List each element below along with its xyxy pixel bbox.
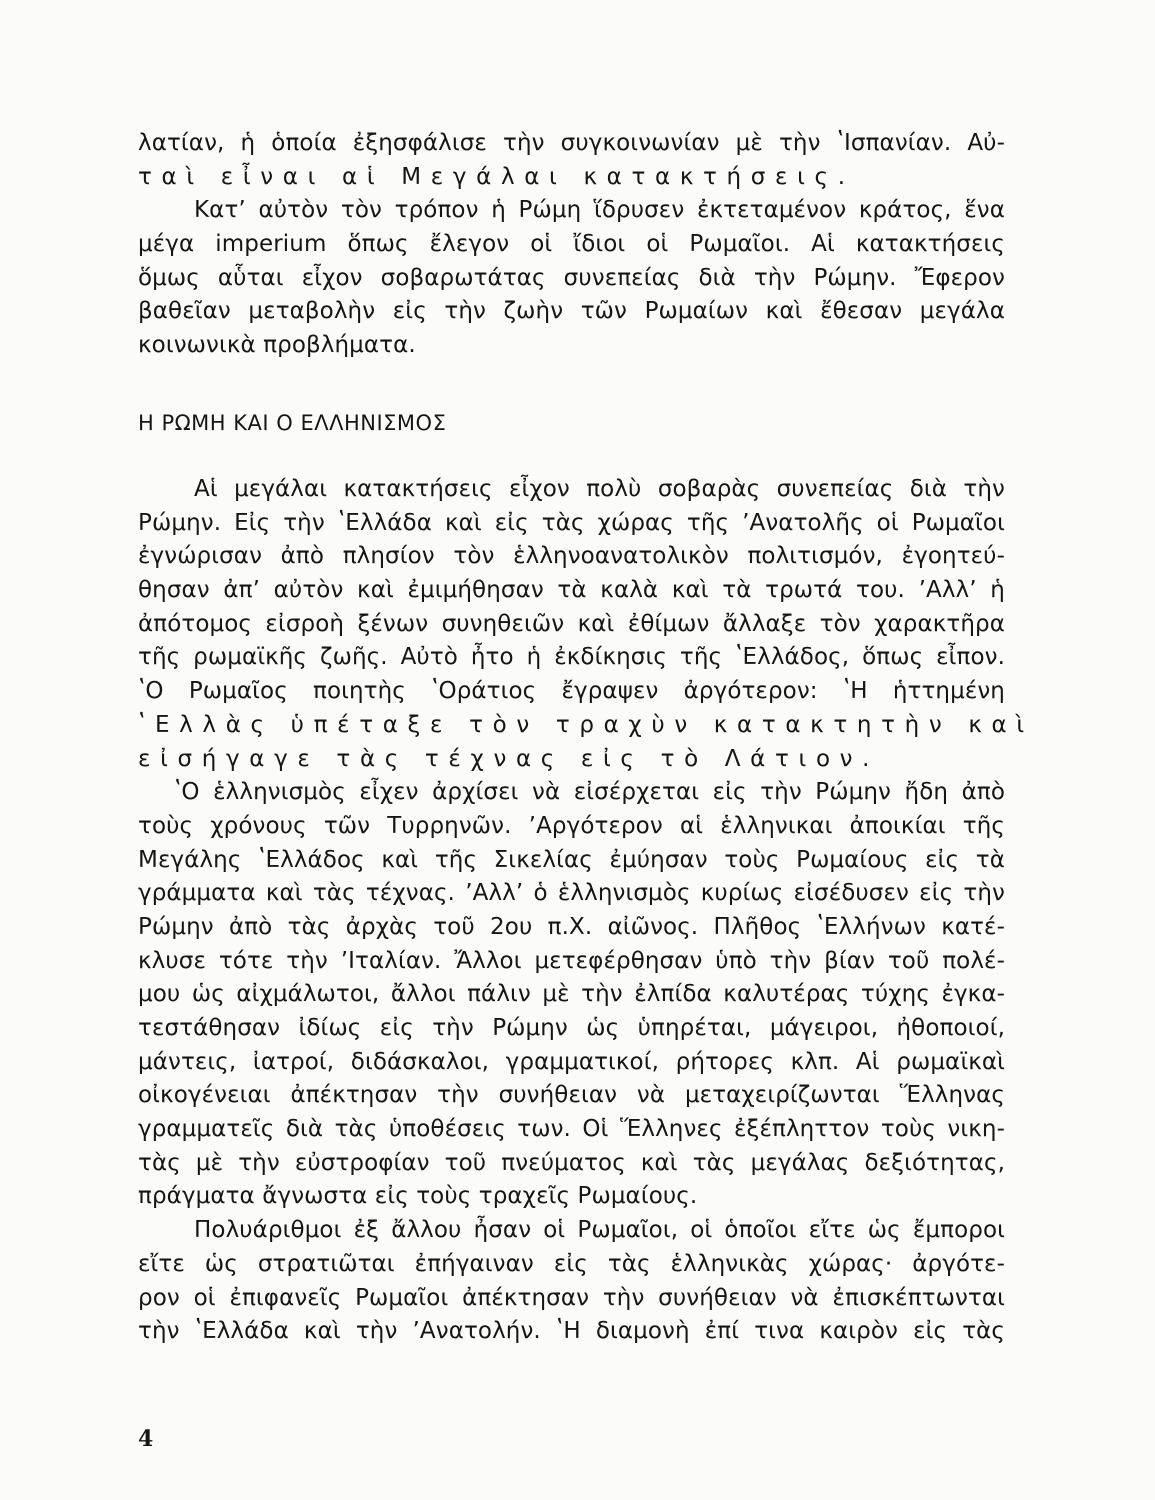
page-number: 4: [138, 1426, 154, 1452]
text-line: τὰς μὲ τὴν εὐστροφίαν τοῦ πνεύματος καὶ τὰς μεγάλας δεξιότητας,: [138, 1149, 1005, 1176]
text-line: ρον οἱ ἐπιφανεῖς Ρωμαῖοι ἀπέκτησαν τὴν συνήθειαν νὰ ἐπισκέπτωνται: [138, 1284, 1005, 1311]
text-line: ἀπότομος εἰσροὴ ξένων συνηθειῶν καὶ ἐθίμων ἄλλαξε τὸν χαρακτῆρα: [138, 610, 1005, 637]
text-line: θησαν ἀπ’ αὐτὸν καὶ ἐμιμήθησαν τὰ καλὰ καὶ τὰ τρωτά του. ’Αλλ’ ἡ: [138, 577, 1005, 604]
text-line-emphasized: ʽΕλλὰς ὑπέταξε τὸν τραχὺν κατακτητὴν καὶ: [138, 711, 1034, 738]
text-line: ʽΟ ἑλληνισμὸς εἶχεν ἀρχίσει νὰ εἰσέρχεται εἰς τὴν Ρώμην ἤδη ἀπὸ: [174, 779, 1005, 806]
text-line: Ρώμην ἀπὸ τὰς ἀρχὰς τοῦ 2ου π.Χ. αἰῶνος. Πλῆθος ʽΕλλήνων κατέ-: [138, 913, 1005, 940]
text-line: κοινωνικὰ προβλήματα.: [138, 332, 416, 359]
text-line: τῆς ρωμαϊκῆς ζωῆς. Αὐτὸ ἦτο ἡ ἐκδίκησις τῆς ʽΕλλάδος, ὅπως εἶπον.: [138, 644, 1005, 671]
text-line: μέγα imperium ὅπως ἔλεγον οἱ ἴδιοι οἱ Ρωμαῖοι. Αἱ κατακτήσεις: [138, 231, 1005, 258]
text-line: ὅμως αὗται εἶχον σοβαρωτάτας συνεπείας διὰ τὴν Ρώμην. Ἔφερον: [138, 264, 1005, 291]
text-line-emphasized: ταὶ εἶναι αἱ Μεγάλαι κατακτήσεις.: [138, 163, 855, 190]
main-text-block: [138, 473, 1034, 1349]
text-line-emphasized: εἰσήγαγε τὰς τέχνας εἰς τὸ Λάτιον.: [138, 745, 880, 772]
text-line: τὴν ʽΕλλάδα καὶ τὴν ’Ανατολήν. ʽΗ διαμονὴ ἐπί τινα καιρὸν εἰς τὰς: [138, 1318, 1005, 1345]
text-line: οἰκογένειαι ἀπέκτησαν τὴν συνήθειαν νὰ μεταχειρίζωνται Ἕλληνας: [138, 1082, 1005, 1109]
text-line: βαθεῖαν μεταβολὴν εἰς τὴν ζωὴν τῶν Ρωμαίων καὶ ἔθεσαν μεγάλα: [138, 298, 1005, 325]
text-line: τοὺς χρόνους τῶν Τυρρηνῶν. ’Αργότερον αἱ ἑλληνικαι ἀποικίαι τῆς: [138, 812, 1005, 839]
text-line: Πολυάριθμοι ἐξ ἄλλου ἦσαν οἱ Ρωμαῖοι, οἱ ὁποῖοι εἴτε ὡς ἔμποροι: [194, 1217, 1005, 1244]
text-line: Ρώμην. Εἰς τὴν ʽΕλλάδα καὶ εἰς τὰς χώρας τῆς ’Ανατολῆς οἱ Ρωμαῖοι: [138, 509, 1005, 536]
text-line: εἴτε ὡς στρατιῶται ἐπήγαιναν εἰς τὰς ἑλληνικὰς χώρας· ἀργότε-: [138, 1250, 1005, 1277]
text-line: γραμματεῖς διὰ τὰς ὑποθέσεις των. Οἱ Ἕλληνες ἐξέπληττον τοὺς νικη-: [138, 1116, 1005, 1143]
text-line: Μεγάλης ʽΕλλάδος καὶ τῆς Σικελίας ἐμύησαν τοὺς Ρωμαίους εἰς τὰ: [138, 846, 1005, 873]
text-line: ἐγνώρισαν ἀπὸ πλησίον τὸν ἑλληνοανατολικὸν πολιτισμόν, ἐγοητεύ-: [138, 543, 1005, 570]
top-text-block: [138, 127, 1005, 363]
text-line: πράγματα ἄγνωστα εἰς τοὺς τραχεῖς Ρωμαίους.: [138, 1183, 698, 1210]
text-line: Αἱ μεγάλαι κατακτήσεις εἶχον πολὺ σοβαρὰς συνεπείας διὰ τὴν: [194, 476, 1005, 502]
text-line: γράμματα καὶ τὰς τέχνας. ’Αλλ’ ὁ ἑλληνισμὸς κυρίως εἰσέδυσεν εἰς τὴν: [138, 880, 1005, 907]
section-heading: Η ΡΩΜΗ ΚΑΙ Ο ΕΛΛΗΝΙΣΜΟΣ: [138, 411, 447, 435]
text-line: λατίαν, ἡ ὁποία ἐξησφάλισε τὴν συγκοινωνίαν μὲ τὴν ʽΙσπανίαν. Αὐ-: [138, 130, 1005, 156]
text-line: μου ὡς αἰχμάλωτοι, ἄλλοι πάλιν μὲ τὴν ἐλπίδα καλυτέρας τύχης ἐγκα-: [138, 981, 1005, 1008]
text-line: μάντεις, ἰατροί, διδάσκαλοι, γραμματικοί, ρήτορες κλπ. Αἱ ρωμαϊκαὶ: [138, 1048, 1005, 1075]
text-line: ʽΟ Ρωμαῖος ποιητὴς ʽΟράτιος ἔγραψεν ἀργότερον: ʽΗ ἡττημένη: [138, 678, 1005, 705]
text-line: Κατ’ αὐτὸν τὸν τρόπον ἡ Ρώμη ἵδρυσεν ἐκτεταμένον κράτος, ἕνα: [194, 197, 1005, 224]
text-line: τεστάθησαν ἰδίως εἰς τὴν Ρώμην ὡς ὑπηρέται, μάγειροι, ἠθοποιοί,: [138, 1015, 1005, 1041]
text-line: κλυσε τότε τὴν ’Ιταλίαν. Ἄλλοι μετεφέρθησαν ὑπὸ τὴν βίαν τοῦ πολέ-: [138, 947, 1005, 974]
